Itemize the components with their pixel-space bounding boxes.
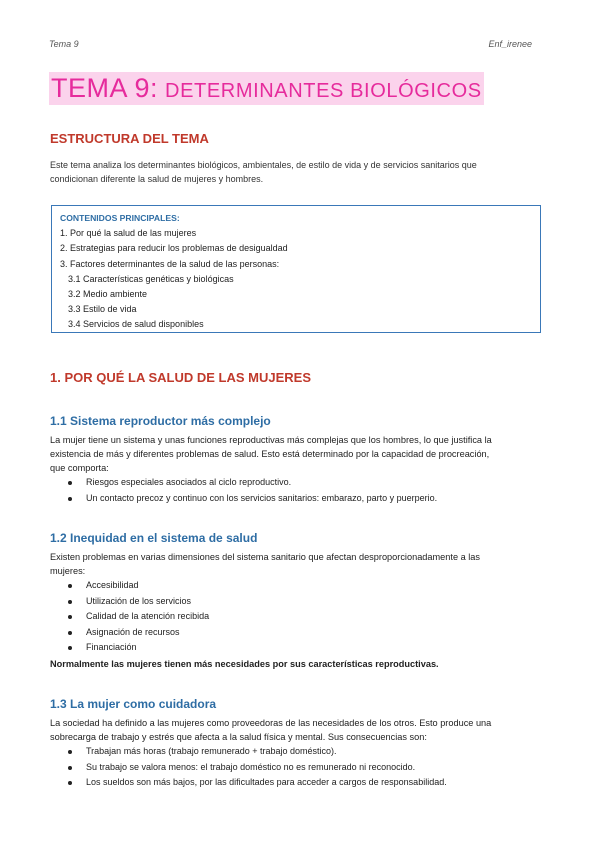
intro-line: Este tema analiza los determinantes biológicos, ambientales, de estilo de vida y de servicios sanitarios que — [50, 160, 477, 170]
title-prefix: TEMA 9: — [51, 73, 159, 103]
contents-subitem: 3.3 Estilo de vida — [68, 304, 137, 315]
s11-bullets — [68, 475, 437, 506]
contents-item: 2. Estrategias para reducir los problemas de desigualdad — [60, 243, 288, 254]
contents-box — [51, 205, 541, 333]
intro-line: condicionan diferente la salud de mujeres y hombres. — [50, 174, 264, 184]
bullet-icon — [68, 481, 72, 485]
contents-subitem: 3.1 Características genéticas y biológicas — [68, 273, 234, 284]
paragraph-line: que comporta: — [50, 463, 109, 473]
s11-paragraph — [50, 433, 542, 475]
contents-subitem: 3.4 Servicios de salud disponibles — [68, 319, 204, 330]
paragraph-line: sobrecarga de trabajo y estrés que afecta a la salud física y mental. Sus consecuencias son: — [50, 732, 427, 742]
s13-heading: 1.3 La mujer como cuidadora — [50, 697, 217, 711]
s11-heading: 1.1 Sistema reproductor más complejo — [50, 414, 271, 428]
bullet-icon — [68, 600, 72, 604]
list-item: Calidad de la atención recibida — [68, 609, 209, 625]
paragraph-line: existencia de más y diferentes problemas de salud. Esto está determinado por la capacidad de procreación, — [50, 449, 490, 459]
list-item: Un contacto precoz y continuo con los servicios sanitarios: embarazo, parto y puerperio. — [68, 491, 437, 507]
paragraph-line: La sociedad ha definido a las mujeres como proveedoras de las necesidades de los otros. Esto produce una — [50, 718, 492, 728]
list-item: Riesgos especiales asociados al ciclo reproductivo. — [68, 475, 437, 491]
header-left: Tema 9 — [49, 39, 79, 49]
contents-item: 1. Por qué la salud de las mujeres — [60, 228, 197, 239]
s12-bullets — [68, 578, 209, 656]
list-item: Su trabajo se valora menos: el trabajo doméstico no es remunerado ni reconocido. — [68, 760, 447, 776]
bullet-icon — [68, 766, 72, 770]
header-right: Enf_irenee — [488, 39, 532, 49]
paragraph-line: La mujer tiene un sistema y unas funciones reproductivas más complejas que los hombres, lo que justifica la — [50, 435, 492, 445]
structure-intro — [50, 158, 542, 186]
bullet-icon — [68, 615, 72, 619]
paragraph-line: mujeres: — [50, 566, 86, 576]
page-title — [49, 72, 484, 105]
list-item: Trabajan más horas (trabajo remunerado + trabajo doméstico). — [68, 744, 447, 760]
list-item: Los sueldos son más bajos, por las dificultades para acceder a cargos de responsabilidad. — [68, 775, 447, 791]
s13-bullets — [68, 744, 447, 791]
s12-paragraph — [50, 550, 542, 578]
contents-heading: CONTENIDOS PRINCIPALES: — [60, 213, 180, 223]
bullet-icon — [68, 646, 72, 650]
s12-heading: 1.2 Inequidad en el sistema de salud — [50, 531, 258, 545]
list-item: Utilización de los servicios — [68, 594, 209, 610]
structure-heading: ESTRUCTURA DEL TEMA — [50, 131, 209, 146]
list-item: Accesibilidad — [68, 578, 209, 594]
bullet-icon — [68, 631, 72, 635]
contents-item: 3. Factores determinantes de la salud de las personas: — [60, 258, 280, 269]
list-item: Asignación de recursos — [68, 625, 209, 641]
bullet-icon — [68, 584, 72, 588]
list-item: Financiación — [68, 640, 209, 656]
contents-subitem: 3.2 Medio ambiente — [68, 289, 148, 300]
section1-heading: 1. POR QUÉ LA SALUD DE LAS MUJERES — [50, 370, 311, 385]
s12-note: Normalmente las mujeres tienen más necesidades por sus características reproductivas. — [50, 659, 439, 669]
title-main: DETERMINANTES BIOLÓGICOS — [165, 80, 482, 102]
paragraph-line: Existen problemas en varias dimensiones del sistema sanitario que afectan desproporcionadamente a las — [50, 552, 481, 562]
s13-paragraph — [50, 716, 542, 744]
bullet-icon — [68, 781, 72, 785]
bullet-icon — [68, 750, 72, 754]
bullet-icon — [68, 497, 72, 501]
